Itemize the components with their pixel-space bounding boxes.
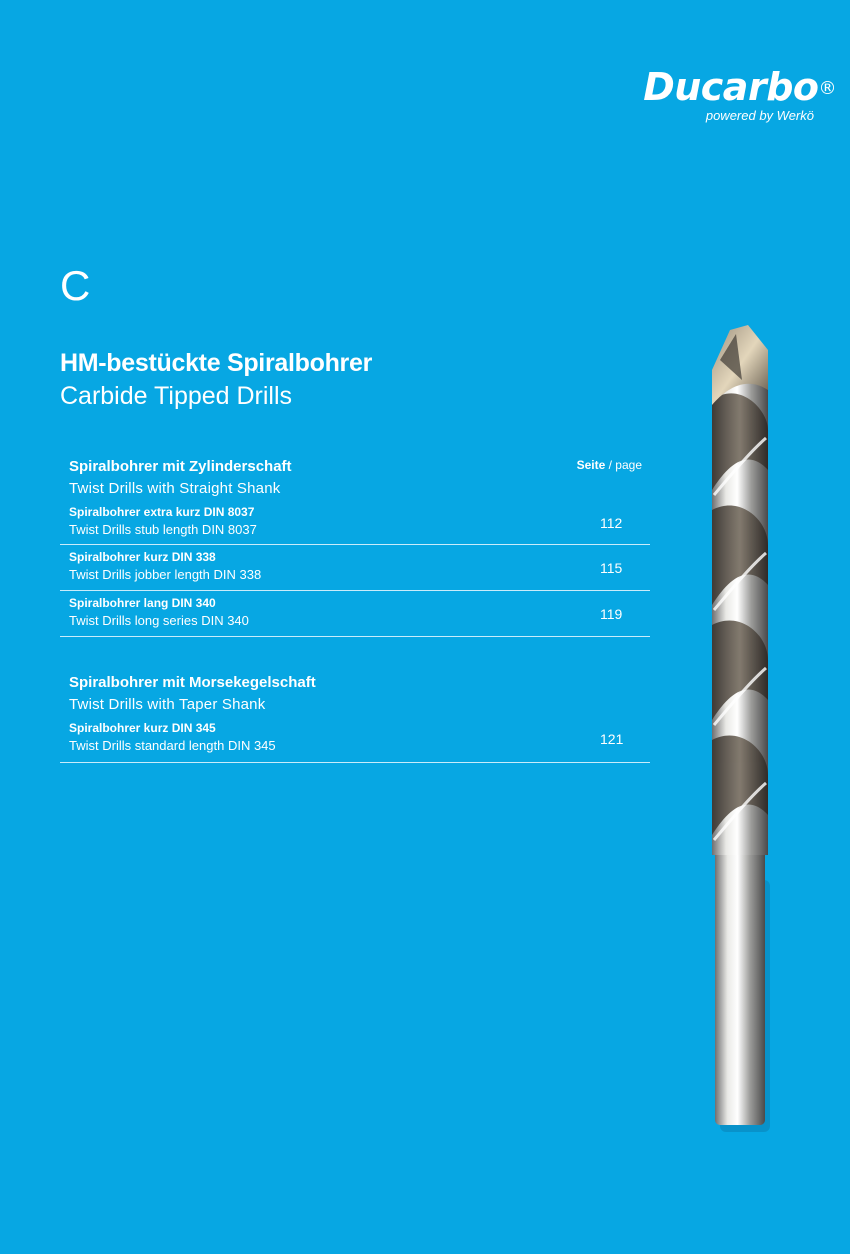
brand-tagline: powered by Werkö [705, 108, 814, 123]
entry-title-de: Spiralbohrer lang DIN 340 [69, 596, 216, 610]
entry-title-de: Spiralbohrer kurz DIN 338 [69, 550, 216, 564]
entry-title-en: Twist Drills long series DIN 340 [69, 613, 249, 628]
toc-entry[interactable] [60, 545, 650, 591]
brand-name: Ducarbo® [643, 65, 836, 109]
entry-title-de: Spiralbohrer extra kurz DIN 8037 [69, 505, 255, 519]
entry-page-number: 115 [600, 560, 623, 576]
page-title-en: Carbide Tipped Drills [60, 382, 293, 410]
group-title-de: Spiralbohrer mit Zylinderschaft [69, 458, 292, 475]
entry-page-number: 119 [600, 606, 623, 622]
toc-group-header [60, 456, 650, 500]
group-title-en: Twist Drills with Straight Shank [69, 480, 281, 497]
entry-title-en: Twist Drills standard length DIN 345 [69, 738, 276, 753]
entry-title-en: Twist Drills stub length DIN 8037 [69, 522, 257, 537]
section-letter: C [60, 262, 91, 309]
entry-page-number: 121 [600, 731, 624, 747]
twist-drill-image [690, 320, 790, 1140]
registered-mark: ® [818, 78, 836, 99]
toc-entry[interactable] [60, 716, 650, 763]
group-title-en: Twist Drills with Taper Shank [69, 696, 266, 713]
toc-entry[interactable] [60, 500, 650, 545]
table-of-contents [60, 456, 650, 763]
brand-logo [643, 64, 836, 123]
group-title-de: Spiralbohrer mit Morsekegelschaft [69, 674, 316, 691]
toc-group-header [60, 672, 650, 716]
page-title-de: HM-bestückte Spiralbohrer [60, 349, 373, 377]
entry-title-en: Twist Drills jobber length DIN 338 [69, 567, 262, 582]
page-column-label: Seite / page [576, 458, 642, 472]
entry-title-de: Spiralbohrer kurz DIN 345 [69, 721, 216, 735]
entry-page-number: 112 [600, 515, 623, 531]
toc-entry[interactable] [60, 591, 650, 637]
